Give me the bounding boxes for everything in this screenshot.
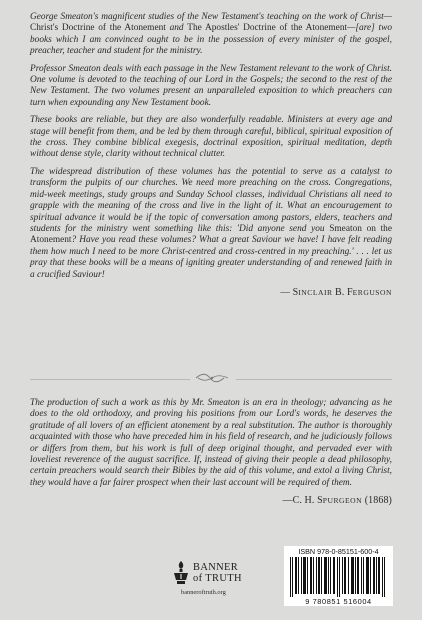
book-title-1: Christ's Doctrine of the Atonement (30, 23, 166, 34)
review-paragraph-2: Professor Smeaton deals with each passage in the New Testament relevant to the work of Christ. One volume is devoted to the teaching of our Lord in the Gospels; the second to the rest of the New Testament. The two volumes present an unparalleled exposition to which preachers can turn when expounding any New Testament book. (30, 63, 392, 108)
attribution-spurgeon: —C. H. SPURGEON (1868) (282, 495, 392, 507)
barcode-box (284, 546, 393, 606)
publisher-url: banneroftruth.org (181, 589, 226, 596)
review-paragraph-4: The widespread distribution of these volumes has the potential to serve as a catalyst to transform the pulpits of our churches. We need more preaching on the cross. Congregations, mid-week meetings, study groups and Sunday School classes, individual Christians all need to grapple with the meaning of the cross and live in the light of it. What an encouragement to spiritual advance it would be if the topic of conversation among pastors, elders, teachers and students for the ministry went something like this: 'Did anyone send you Smeaton on the Atonement? Have you read these volumes? What a great Saviour we have! I have felt reading them how much I need to be more Christ-centred and cross-centred in my preaching.' . . . let us pray that these books will be a means of igniting greater understanding of and renewed faith in a crucified Saviour! (30, 166, 392, 280)
barcode-icon (290, 557, 387, 597)
attribution-ferguson: — SINCLAIR B. FERGUSON (280, 286, 392, 298)
review-paragraph-3: These books are reliable, but they are also wonderfully readable. Ministers at every age and stage will benefit from them, and be led by them through careful, biblical, spiritual exposition of the cross. They combine biblical exegesis, doctrinal exposition, spiritual meditation, depth without dense style, clarity without technical clutter. (30, 115, 392, 160)
ornament-flourish-icon (194, 372, 230, 384)
book-title-inline: Smeaton on the Atonement (30, 223, 392, 246)
book-title-2: The Apostles' Doctrine of the Atonement (187, 23, 348, 34)
divider-right (236, 379, 392, 380)
barcode-number: 9 780851 516004 (305, 597, 372, 606)
divider-left (30, 379, 190, 380)
review-spurgeon-text: The production of such a work as this by Mr. Smeaton is an era in theology; advancing as he does to the old orthodoxy, and proving his positions from our Lord's words, he deserves the gratitude of all lovers of an efficient atonement by a real substitution. The author is thoroughly acquainted with those who have preceded him in his field of research, and he judiciously follows or differs from them, but his work is full of deep original thought, and pervaded ever with loveliest reverence of the august sacrifice. If, instead of giving their people a dead philosophy, certain preachers would search their Bibles by the aid of this volume, and extol a living Christ, they would have a far fairer prospect when their last account will be required of them. (30, 398, 392, 488)
review-ferguson (30, 12, 392, 298)
publisher-logo (172, 560, 262, 600)
isbn-label: ISBN 978-0-85151-600-4 (298, 547, 379, 556)
review-paragraph-1: George Smeaton's magnificent studies of the New Testament's teaching on the work of Christ—Christ's Doctrine of the Atonement and The Apostles' Doctrine of the Atonement—[are] two books which I am convinced ought to be in the possession of every minister of the gospel, preacher, teacher and student for the ministry. (30, 12, 393, 57)
publisher-name: BANNER of TRUTH (193, 562, 242, 584)
review-spurgeon (30, 398, 392, 507)
lamp-icon (172, 560, 190, 586)
